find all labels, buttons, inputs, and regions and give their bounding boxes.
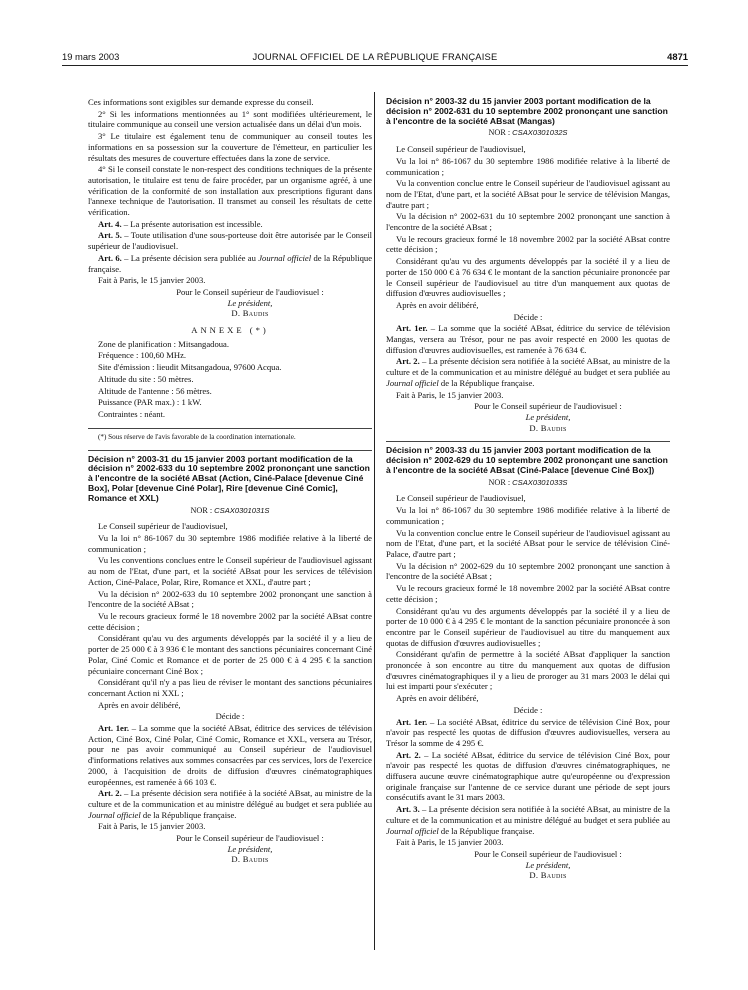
decide-heading: Décide : xyxy=(513,311,543,322)
paragraph: Vu le recours gracieux formé le 18 novembre 2002 par la société ABsat contre cette décision ; xyxy=(386,233,670,255)
signature-role: Le président, xyxy=(525,411,571,422)
annexe-line: Altitude du site : 50 mètres. xyxy=(98,373,194,384)
paragraph: Considérant qu'il n'y a pas lieu de réviser le montant des sanctions pécuniaires concernant Action ni XXL ; xyxy=(88,677,372,698)
annexe-title: ANNEXE (*) xyxy=(191,325,269,336)
annexe-line: Puissance (PAR max.) : 1 kW. xyxy=(98,397,202,408)
article-3: Art. 3. – La présente décision sera notifiée à la société ABsat, au ministre de la culture et de la communication et au ministre délégué au budget et sera publiée au Journal officiel de la République française. xyxy=(386,804,671,836)
decide-heading: Décide : xyxy=(215,711,245,722)
done-at: Fait à Paris, le 15 janvier 2003. xyxy=(98,275,206,286)
section-rule xyxy=(88,450,372,451)
article-1: Art. 1er. – La somme que la société ABsat, éditrice des services de télévision Action, Ciné Box, Ciné Polar, Ciné Comic, Romance et XXL, versera au Trésor, pour ne pas avoir communiqué au Conseil supérieur de l'audiovisuel d'informations relatives aux sommes consacrées par ces services, lors de l'exercice 2000, à l'acquisition de droits de diffusion d'œuvres cinématographiques européennes, est ramenée à 66 103 €. xyxy=(88,723,372,787)
signature-name: D. Baudis xyxy=(529,870,567,881)
annexe-line: Fréquence : 100,60 MHz. xyxy=(98,350,187,361)
signature-for: Pour le Conseil supérieur de l'audiovisuel : xyxy=(474,848,622,859)
paragraph: Ces informations sont exigibles sur demande expresse du conseil. xyxy=(88,97,314,107)
page-header xyxy=(62,51,688,65)
paragraph: Vu la convention conclue entre le Conseil supérieur de l'audiovisuel agissant au nom de l'Etat, d'une part, et la société ABsat pour le service de télévision Ciné-Palace, d'autre part ; xyxy=(386,527,670,559)
journal-officiel-ref: Journal officiel xyxy=(386,825,439,836)
done-at: Fait à Paris, le 15 janvier 2003. xyxy=(98,821,206,832)
nor-reference: NOR : CSAX0301031S xyxy=(190,505,270,515)
paragraph: Vu la décision n° 2002-631 du 10 septembre 2002 prononçant une sanction à l'encontre de la société ABsat ; xyxy=(386,211,670,233)
paragraph: Le Conseil supérieur de l'audiovisuel, xyxy=(396,144,526,155)
decide-heading: Décide : xyxy=(513,704,543,715)
paragraph: Vu le recours gracieux formé le 18 novembre 2002 par la société ABsat contre cette décision ; xyxy=(88,611,372,632)
article-label: Art. 5. xyxy=(98,230,122,241)
paragraph: 3° Le titulaire est également tenu de communiquer au conseil toutes les informations en sa possession sur la couverture de l'émetteur, en particulier les résultats des mesures de couverture effectuées dans la zone de service. xyxy=(88,131,372,163)
nor-reference: NOR : CSAX0301033S xyxy=(488,477,568,487)
paragraph: Vu la décision n° 2002-629 du 10 septembre 2002 prononçant une sanction à l'encontre de la société ABsat ; xyxy=(386,560,670,582)
article-label: Art. 4. xyxy=(98,218,122,229)
paragraph: Le Conseil supérieur de l'audiovisuel, xyxy=(396,493,526,504)
signature-for: Pour le Conseil supérieur de l'audiovisuel : xyxy=(474,401,622,412)
paragraph: 2° Si les informations mentionnées au 1° sont modifiées ultérieurement, le titulaire communique au conseil une version actualisée dans un délai d'un mois. xyxy=(88,108,372,130)
journal-officiel-ref: Journal officiel xyxy=(386,377,439,388)
footnote: (*) Sous réserve de l'avis favorable de la coordination internationale. xyxy=(98,432,296,441)
paragraph: Vu la loi n° 86-1067 du 30 septembre 1986 modifiée relative à la liberté de communication ; xyxy=(386,505,670,526)
decision-33-title: Décision n° 2003-33 du 15 janvier 2003 portant modification de la décision n° 2002-629 du 10 septembre 2002 prononçant une sanction à l'encontre de la société ABsat (Ciné-Palace [devenue Ciné Box]) xyxy=(386,445,668,475)
article-2: Art. 2. – La présente décision sera notifiée à la société ABsat, au ministre de la culture et de la communication et au ministre délégué au budget et sera publiée au Journal officiel de la République française. xyxy=(88,788,373,820)
done-at: Fait à Paris, le 15 janvier 2003. xyxy=(396,837,504,848)
article-text: – Toute utilisation d'une sous-porteuse doit être autorisée par le Conseil supérieur de l'audiovisuel. xyxy=(88,230,372,252)
article-text: de la République française. xyxy=(88,252,373,274)
paragraph: Considérant qu'au vu des arguments développés par la société il y a lieu de porter de 25 000 € à 3 936 € le montant des sanctions pécuniaires concernant Ciné Polar, Ciné Comic et Romance et de porter de 25 000 € à 4 295 € la sanction pécuniaire concernant Ciné Box ; xyxy=(88,633,372,676)
article-label: Art. 6. xyxy=(98,252,122,263)
signature-role: Le président, xyxy=(525,859,571,870)
paragraph: Après en avoir délibéré, xyxy=(396,693,479,704)
decision-32-title: Décision n° 2003-32 du 15 janvier 2003 portant modification de la décision n° 2002-631 du 10 septembre 2002 prononçant une sanction à l'encontre de la société ABsat (Mangas) xyxy=(386,96,668,126)
article-6 xyxy=(88,253,372,274)
annexe-list xyxy=(88,339,372,420)
paragraph: Vu la décision n° 2002-633 du 10 septembre 2002 prononçant une sanction à l'encontre de la société ABsat ; xyxy=(88,588,372,610)
column-divider xyxy=(374,92,375,950)
paragraph: Vu la convention conclue entre le Conseil supérieur de l'audiovisuel agissant au nom de l'Etat, d'une part, et la société ABsat pour le service de télévision Mangas, d'autre part ; xyxy=(386,178,670,210)
left-column xyxy=(88,97,372,865)
header-rule xyxy=(62,65,688,66)
annexe-line: Altitude de l'antenne : 56 mètres. xyxy=(98,385,212,396)
journal-officiel-ref: Journal officiel xyxy=(88,809,141,820)
section-rule xyxy=(386,441,670,442)
done-at: Fait à Paris, le 15 janvier 2003. xyxy=(396,389,504,400)
paragraph: Vu la loi n° 86-1067 du 30 septembre 1986 modifiée relative à la liberté de communication ; xyxy=(88,533,372,554)
signature-role: Le président, xyxy=(227,297,273,308)
signature-name: D. Baudis xyxy=(529,422,567,433)
decision-31-title: Décision n° 2003-31 du 15 janvier 2003 portant modification de la décision n° 2002-633 du 10 septembre 2002 prononçant une sanction à l'encontre de la société ABsat (Action, Ciné-Palace [devenue Ciné Box], Polar [devenue Ciné Polar], Rire [devenue Ciné Comic], Romance et XXL) xyxy=(88,453,370,503)
article-2: Art. 2. – La présente décision sera notifiée à la société ABsat, au ministre de la culture et de la communication et au ministre délégué au budget et sera publiée au Journal officiel de la République française. xyxy=(386,356,671,388)
paragraph: Vu la loi n° 86-1067 du 30 septembre 1986 modifiée relative à la liberté de communication ; xyxy=(386,155,670,177)
journal-title: JOURNAL OFFICIEL DE LA RÉPUBLIQUE FRANÇAISE xyxy=(252,51,498,62)
article-1: Art. 1er. – La société ABsat, éditrice du service de télévision Ciné Box, pour n'avoir pas respecté les quotas de diffusion d'œuvres audiovisuelles, versera au Trésor la somme de 4 295 €. xyxy=(386,716,670,748)
footnote-rule xyxy=(88,428,372,429)
annexe-line: Zone de planification : Mitsangadoua. xyxy=(98,338,230,349)
paragraph: Le Conseil supérieur de l'audiovisuel, xyxy=(98,521,228,532)
paragraph: Considérant qu'au vu des arguments développés par la société il y a lieu de porter de 150 000 € à 76 634 € le montant de la sanction pécuniaire prononcée par le Conseil supérieur de l'audiovisuel au titre d'un manquement aux quotas de diffusion d'œuvres audiovisuelles ; xyxy=(386,256,670,299)
article-text: – La présente autorisation est incessible. xyxy=(121,218,263,229)
paragraph: Après en avoir délibéré, xyxy=(396,299,479,310)
article-4 xyxy=(88,219,372,230)
signature-for: Pour le Conseil supérieur de l'audiovisuel : xyxy=(176,286,324,297)
page-number: 4871 xyxy=(667,51,688,62)
paragraph: Considérant qu'afin de permettre à la société ABsat d'appliquer la sanction prononcée à son encontre au titre du manquement aux quotas de diffusion d'œuvres cinématographiques il y a lieu de proroger au 31 mars 2003 le délai qui lui est imparti pour s'exécuter ; xyxy=(386,649,670,692)
signature-for: Pour le Conseil supérieur de l'audiovisuel : xyxy=(176,833,324,844)
paragraph: Vu les conventions conclues entre le Conseil supérieur de l'audiovisuel agissant au nom de l'Etat, d'une part, et la société ABsat pour les services de télévision Action, Ciné-Palace, Polar, Rire, Romance et XXL, d'autre part ; xyxy=(88,555,372,587)
annexe-line: Contraintes : néant. xyxy=(98,408,166,419)
paragraph: Après en avoir délibéré, xyxy=(98,699,181,710)
issue-date: 19 mars 2003 xyxy=(62,51,120,62)
nor-reference: NOR : CSAX0301032S xyxy=(488,128,568,138)
paragraph: Vu le recours gracieux formé le 18 novembre 2002 par la société ABsat contre cette décision ; xyxy=(386,583,670,604)
article-2: Art. 2. – La société ABsat, éditrice du service de télévision Ciné Box, pour n'avoir pas respecté les quotas de diffusion d'œuvres cinématographiques, ne diffusera aucune œuvre cinématographique autre qu'européenne ou d'expression originale française sur l'antenne de ce service durant une période de sept jours consécutifs avant le 31 mars 2003. xyxy=(386,749,670,803)
paragraph: Considérant qu'au vu des arguments développés par la société il y a lieu de porter de 10 000 € à 4 295 € le montant de la sanction pécuniaire prononcée à son encontre par le Conseil supérieur de l'audiovisuel au titre du manquement aux quotas de diffusion d'œuvres audiovisuelles ; xyxy=(386,605,670,648)
article-1: Art. 1er. – La somme que la société ABsat, éditrice du service de télévision Mangas, versera au Trésor, pour ne pas avoir respecté en 2000 les quotas de diffusion d'œuvres audiovisuelles, est ramenée à 76 634 €. xyxy=(386,323,671,355)
article-5 xyxy=(88,230,372,251)
signature-name: D. Baudis xyxy=(231,854,269,865)
annexe-line: Site d'émission : lieudit Mitsangadoua, 97600 Acqua. xyxy=(98,362,282,373)
right-column xyxy=(386,97,670,881)
signature-role: Le président, xyxy=(227,843,273,854)
journal-officiel-ref: Journal officiel xyxy=(258,252,312,263)
paragraph: 4° Si le conseil constate le non-respect des conditions techniques de la présente autorisation, le titulaire est tenu de faire procéder, par un organisme agréé, à une vérification de la conformité de son installation aux prescriptions figurant dans l'annexe technique de l'autorisation. Il transmet au conseil les résultats de cette vérification. xyxy=(88,164,372,218)
signature-name: D. Baudis xyxy=(231,308,269,319)
article-text: – La présente décision sera publiée au xyxy=(121,252,259,263)
